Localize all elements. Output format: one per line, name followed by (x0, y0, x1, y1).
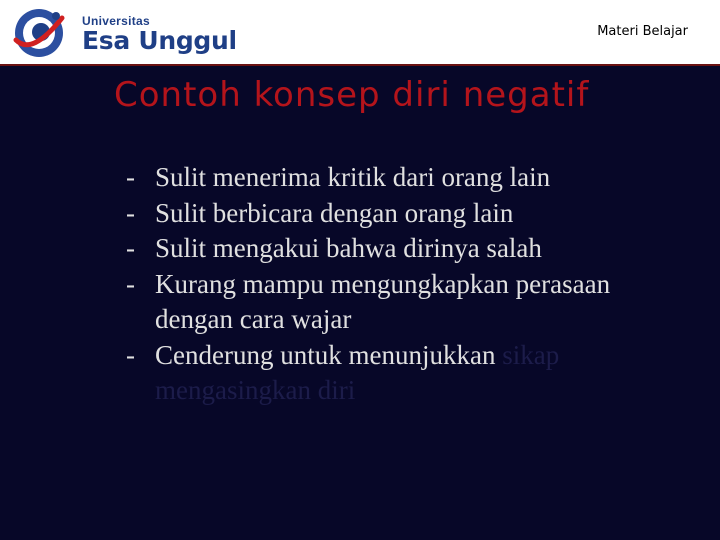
slide-title: Contoh konsep diri negatif (114, 75, 590, 115)
list-item-text: Cenderung untuk menunjukkan (155, 339, 496, 370)
bullet-marker: - (126, 268, 135, 299)
header-label: Materi Belajar (597, 24, 688, 39)
list-item (126, 231, 655, 267)
list-item-text: Kurang mampu mengungkapkan perasaan dengan cara wajar (155, 268, 611, 334)
bullet-marker: - (126, 233, 135, 263)
logo-subtitle: Universitas (82, 14, 150, 28)
list-item-text: Sulit berbicara dengan orang lain (155, 197, 514, 228)
list-item-text: Sulit mengakui bahwa dirinya salah (155, 233, 542, 263)
list-item (126, 196, 655, 232)
list-item-text: Sulit menerima kritik dari orang lain (155, 162, 551, 192)
list-item (126, 338, 655, 409)
logo-title: Esa Unggul (82, 26, 237, 55)
bullet-marker: - (126, 197, 135, 228)
bullet-marker: - (126, 162, 135, 192)
list-item (126, 267, 655, 338)
list-item-faint-text: sikap mengasingkan diri (155, 339, 560, 405)
bullet-list (126, 160, 655, 409)
list-item (126, 160, 655, 196)
university-emblem-icon (10, 6, 68, 60)
header-bar (0, 0, 720, 64)
slide-content (0, 64, 720, 540)
bullet-marker: - (126, 339, 135, 370)
university-logo (10, 6, 240, 60)
